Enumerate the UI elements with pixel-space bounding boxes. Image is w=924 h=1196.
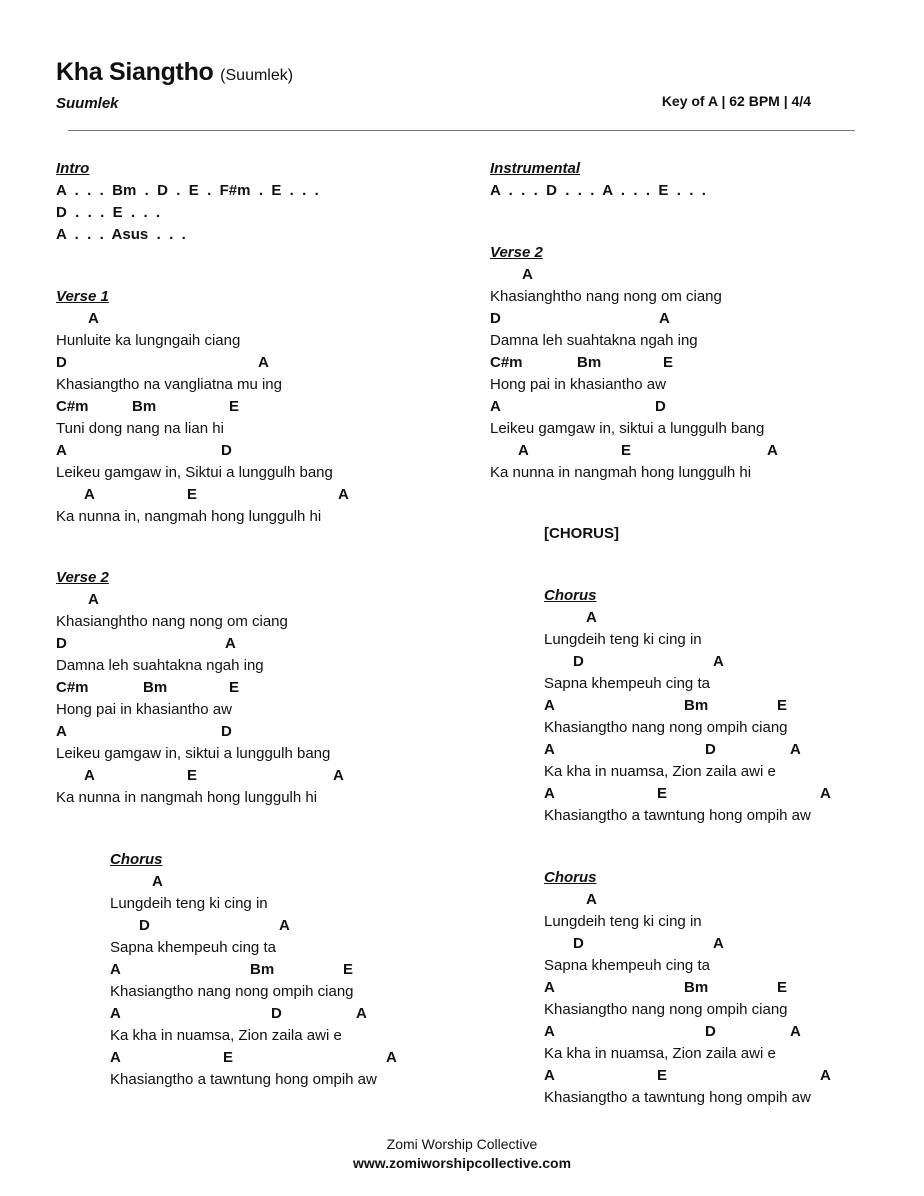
chord: C#m — [490, 354, 523, 371]
lyric-line: Ka kha in nuamsa, Zion zaila awi e — [544, 1045, 776, 1062]
chord: C#m — [56, 398, 89, 415]
chord-line — [544, 607, 811, 629]
chord: E — [223, 1049, 234, 1066]
chord-line — [56, 440, 333, 462]
chord-line — [490, 352, 764, 374]
chord-line — [490, 440, 778, 462]
lyric-line: Lungdeih teng ki cing in — [544, 631, 702, 648]
chord: A — [713, 653, 724, 670]
chord-line — [110, 915, 377, 937]
chord: A — [544, 1067, 555, 1084]
chord: E — [229, 679, 240, 696]
chord: A — [84, 767, 95, 784]
chord: E — [657, 785, 668, 802]
lyric-line: Ka kha in nuamsa, Zion zaila awi e — [110, 1027, 342, 1044]
lyric-line: Leikeu gamgaw in, siktui a lunggulh bang — [490, 420, 765, 437]
song-title-suffix: (Suumlek) — [220, 67, 294, 84]
chord: A — [333, 767, 344, 784]
lyric-line: Hong pai in khasiantho aw — [56, 701, 232, 718]
chord-line — [110, 1047, 397, 1069]
chord: A — [338, 486, 349, 503]
chord: A — [490, 398, 501, 415]
lyric-line: Ka nunna in nangmah hong lunggulh hi — [56, 789, 318, 806]
chord: A — [110, 961, 121, 978]
chord: D — [655, 398, 666, 415]
lyric-line: Khasianghtho nang nong om ciang — [490, 288, 722, 305]
chord: E — [657, 1067, 668, 1084]
chord: A — [386, 1049, 397, 1066]
chord: A — [544, 697, 555, 714]
section-title: Verse 2 — [490, 244, 543, 261]
section-title: Chorus — [544, 869, 597, 886]
chord-line — [544, 1021, 811, 1043]
chord: Bm — [684, 697, 709, 714]
chord: A — [56, 442, 67, 459]
lyric-line: Khasiangtho nang nong ompih ciang — [110, 983, 354, 1000]
chord: E — [187, 767, 198, 784]
chord-line — [110, 1003, 377, 1025]
chord: A — [659, 310, 670, 327]
section-title: Verse 1 — [56, 288, 109, 305]
chord-line — [56, 396, 333, 418]
chord: D — [221, 442, 232, 459]
chord-progression-line: D . . . E . . . — [56, 204, 161, 221]
lyric-line: Khasianghtho nang nong om ciang — [56, 613, 288, 630]
chord: A — [544, 979, 555, 996]
chord: Bm — [143, 679, 168, 696]
section-chorus-left — [110, 849, 397, 1091]
chord: E — [777, 697, 788, 714]
chord-line — [544, 739, 811, 761]
chord-line — [544, 651, 811, 673]
chord-line — [56, 589, 330, 611]
chord-line — [110, 959, 377, 981]
lyric-line: Ka nunna in, nangmah hong lunggulh hi — [56, 508, 322, 525]
section-title: Intro — [56, 160, 90, 177]
chord: D — [490, 310, 501, 327]
chord: Bm — [684, 979, 709, 996]
lyric-line: Khasiangtho a tawntung hong ompih aw — [544, 807, 811, 824]
chord: A — [544, 741, 555, 758]
chord: A — [152, 873, 163, 890]
lyric-line: Khasiangtho nang nong ompih ciang — [544, 719, 788, 736]
chord-line — [56, 633, 330, 655]
chord: A — [544, 785, 555, 802]
lyric-line: Hong pai in khasiantho aw — [490, 376, 666, 393]
lyric-line: Ka kha in nuamsa, Zion zaila awi e — [544, 763, 776, 780]
section-verse-1 — [56, 286, 349, 528]
chord: E — [229, 398, 240, 415]
chord: D — [573, 653, 584, 670]
chord: A — [544, 1023, 555, 1040]
chord-line — [544, 783, 831, 805]
chord: E — [187, 486, 198, 503]
lyric-line: Sapna khempeuh cing ta — [110, 939, 276, 956]
footer-url[interactable]: www.zomiworshipcollective.com — [352, 1155, 572, 1171]
lyric-line: Lungdeih teng ki cing in — [110, 895, 268, 912]
lyric-line: Ka nunna in nangmah hong lunggulh hi — [490, 464, 752, 481]
chord: A — [225, 635, 236, 652]
chord-line — [56, 677, 330, 699]
header-divider — [68, 130, 855, 131]
chord-line — [56, 765, 344, 787]
chord: A — [56, 723, 67, 740]
chord-line — [490, 396, 764, 418]
chord: A — [586, 891, 597, 908]
chord: D — [271, 1005, 282, 1022]
lyric-line: Lungdeih teng ki cing in — [544, 913, 702, 930]
chord-line — [490, 308, 764, 330]
section-title: Chorus — [544, 587, 597, 604]
section-title: Instrumental — [490, 160, 581, 177]
section-intro — [56, 158, 319, 246]
chord: A — [110, 1049, 121, 1066]
chord: E — [343, 961, 354, 978]
chord-line — [544, 977, 811, 999]
chord: A — [767, 442, 778, 459]
chord: D — [221, 723, 232, 740]
chord: A — [84, 486, 95, 503]
chord: E — [663, 354, 674, 371]
chord: A — [586, 609, 597, 626]
section-instrumental — [490, 158, 706, 202]
chord-line — [56, 484, 349, 506]
chord-line — [110, 871, 377, 893]
chord: D — [56, 635, 67, 652]
chord: A — [790, 741, 801, 758]
chord: D — [573, 935, 584, 952]
section-title: Chorus — [110, 851, 163, 868]
chord-line — [56, 308, 333, 330]
chord: A — [356, 1005, 367, 1022]
chord: Bm — [250, 961, 275, 978]
chord: Bm — [577, 354, 602, 371]
chord-line — [544, 695, 811, 717]
section-chorus-right-2 — [544, 867, 831, 1109]
chord-progression-line: A . . . Asus . . . — [56, 226, 186, 243]
chord: D — [139, 917, 150, 934]
lyric-line: Khasiangtho nang nong ompih ciang — [544, 1001, 788, 1018]
chord: Bm — [132, 398, 157, 415]
chord: A — [522, 266, 533, 283]
lyric-line: Damna leh suahtakna ngah ing — [490, 332, 698, 349]
artist-name: Suumlek — [56, 95, 119, 112]
chord: A — [110, 1005, 121, 1022]
chord: A — [820, 785, 831, 802]
lyric-line: Sapna khempeuh cing ta — [544, 675, 710, 692]
lyric-line: Khasiangtho a tawntung hong ompih aw — [110, 1071, 377, 1088]
lyric-line: Hunluite ka lungngaih ciang — [56, 332, 241, 349]
chord-line — [544, 889, 811, 911]
chord-progression-line: A . . . Bm . D . E . F#m . E . . . — [56, 182, 319, 199]
lyric-line: Damna leh suahtakna ngah ing — [56, 657, 264, 674]
lyric-line: Leikeu gamgaw in, Siktui a lunggulh bang — [56, 464, 333, 481]
section-verse-2-left — [56, 567, 344, 809]
song-meta: Key of A | 62 BPM | 4/4 — [661, 93, 811, 109]
chord: E — [777, 979, 788, 996]
lyric-line: Sapna khempeuh cing ta — [544, 957, 710, 974]
chord: E — [621, 442, 632, 459]
chord: A — [279, 917, 290, 934]
chord: A — [88, 310, 99, 327]
chord: A — [88, 591, 99, 608]
chord: D — [705, 741, 716, 758]
chord-progression-line: A . . . D . . . A . . . E . . . — [490, 182, 706, 199]
chord: A — [258, 354, 269, 371]
section-verse-2-right — [490, 242, 778, 484]
chord: A — [713, 935, 724, 952]
lyric-line: Tuni dong nang na lian hi — [56, 420, 224, 437]
section-chorus-right-1 — [544, 585, 831, 827]
lyric-line: Khasiangtho na vangliatna mu ing — [56, 376, 282, 393]
footer-org: Zomi Worship Collective — [386, 1136, 538, 1152]
chord-line — [490, 264, 764, 286]
chord: D — [705, 1023, 716, 1040]
lyric-line: Leikeu gamgaw in, siktui a lunggulh bang — [56, 745, 331, 762]
lyric-line: Khasiangtho a tawntung hong ompih aw — [544, 1089, 811, 1106]
chord: A — [790, 1023, 801, 1040]
chord: A — [518, 442, 529, 459]
section-title: Verse 2 — [56, 569, 109, 586]
chord-line — [56, 352, 333, 374]
chord-line — [544, 933, 811, 955]
chorus-marker: [CHORUS] — [544, 525, 619, 542]
chord-line — [544, 1065, 831, 1087]
song-title — [56, 58, 293, 87]
chord: A — [820, 1067, 831, 1084]
chord-line — [56, 721, 330, 743]
chord: C#m — [56, 679, 89, 696]
song-title-text: Kha Siangtho — [56, 58, 214, 86]
chord: D — [56, 354, 67, 371]
